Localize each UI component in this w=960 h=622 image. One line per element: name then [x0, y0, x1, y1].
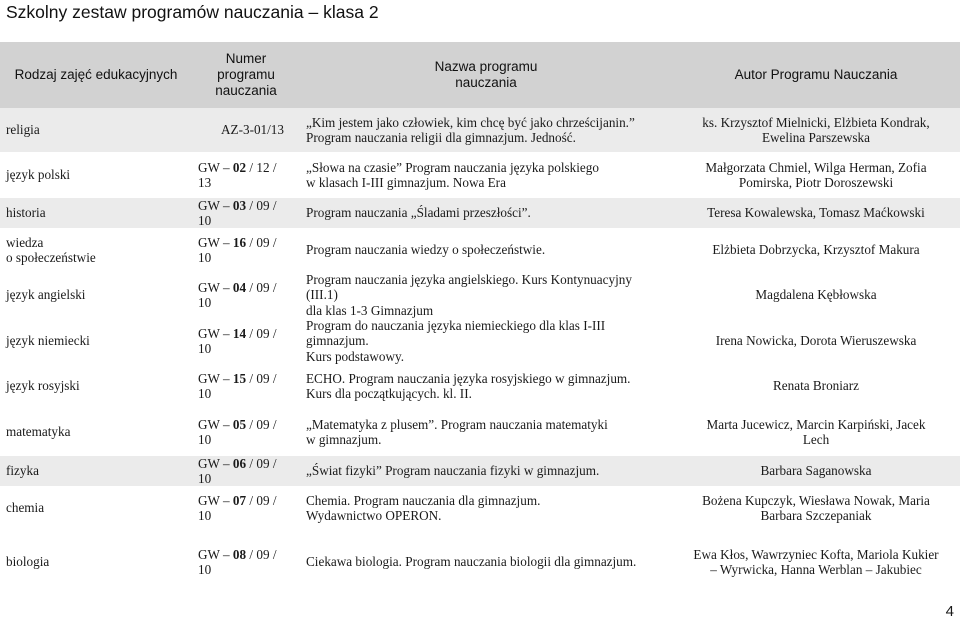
author-text: Renata Broniarz: [772, 378, 860, 394]
number-text: [198, 160, 292, 191]
header-program-name: [300, 42, 672, 108]
page-title: Szkolny zestaw programów nauczania – klasa 2: [6, 2, 379, 22]
header-subject-label: Rodzaj zajęć edukacyjnych: [14, 67, 178, 82]
author-cell: [672, 152, 960, 198]
author-text: [707, 417, 926, 448]
number-text: [198, 417, 292, 448]
number-code: 03: [232, 197, 247, 213]
number-code: 15: [232, 370, 247, 386]
number-prefix: GW –: [198, 455, 233, 471]
program-name-line1: „Kim jestem jako człowiek, kim chcę być jako chrześcijanin.”: [306, 114, 635, 130]
number-prefix: GW –: [198, 197, 233, 213]
number-suffix: / 09 / 10: [198, 197, 277, 228]
program-name-line1: ECHO. Program nauczania języka rosyjskiego w gimnazjum.: [306, 370, 631, 386]
page-number: 4: [945, 603, 954, 620]
number-cell: [192, 456, 300, 486]
author-cell: [672, 530, 960, 594]
program-name-line2: Wydawnictwo OPERON.: [306, 508, 442, 523]
subject-text: [6, 235, 96, 266]
author-line1: Bożena Kupczyk, Wiesława Nowak, Maria: [702, 492, 930, 508]
author-text: Magdalena Kębłowska: [755, 287, 877, 303]
subject-cell: [0, 408, 192, 456]
subject-text: religia: [6, 122, 40, 138]
author-cell: [672, 486, 960, 530]
subject-text: fizyka: [6, 463, 39, 479]
number-text: [198, 235, 292, 266]
author-cell: [672, 272, 960, 318]
header-program-name-line1: Nazwa programu: [434, 59, 538, 74]
header-number-label: [215, 51, 277, 99]
number-suffix: / 12 / 13: [198, 159, 277, 190]
subject-cell: [0, 228, 192, 272]
program-name-cell: [300, 456, 672, 486]
number-prefix: GW –: [198, 546, 233, 562]
author-text: [705, 160, 926, 191]
program-name-text: [306, 160, 599, 191]
number-prefix: GW –: [198, 492, 233, 508]
number-suffix: / 09 / 10: [198, 416, 277, 447]
number-suffix: / 09 / 10: [198, 325, 277, 356]
number-cell: [192, 318, 300, 364]
author-cell: [672, 108, 960, 152]
number-text: AZ-3-01/13: [221, 122, 284, 138]
number-text: [198, 280, 292, 311]
author-cell: [672, 318, 960, 364]
number-prefix: GW –: [198, 234, 233, 250]
author-line1: ks. Krzysztof Mielnicki, Elżbieta Kondrak,: [702, 114, 930, 130]
program-name-line2: Kurs podstawowy.: [306, 348, 405, 364]
number-text: [198, 198, 292, 229]
number-text: [198, 547, 292, 578]
header-number-line1: Numer: [225, 51, 267, 66]
subject-cell: [0, 198, 192, 228]
subject-text: biologia: [6, 554, 50, 570]
program-name-cell: [300, 272, 672, 318]
author-cell: [672, 228, 960, 272]
subject-cell: [0, 530, 192, 594]
program-name-line2: Program nauczania religii dla gimnazjum. Jedność.: [306, 130, 576, 145]
author-text: Irena Nowicka, Dorota Wieruszewska: [715, 333, 917, 349]
subject-cell: [0, 318, 192, 364]
program-name-cell: [300, 228, 672, 272]
author-text: Barbara Saganowska: [760, 463, 872, 479]
program-name-line1: „Słowa na czasie” Program nauczania języka polskiego: [306, 159, 599, 175]
program-name-cell: [300, 364, 672, 408]
program-name-cell: [300, 152, 672, 198]
author-line1: Marta Jucewicz, Marcin Karpiński, Jacek: [706, 416, 926, 432]
author-text: [693, 547, 938, 578]
program-name-cell: [300, 198, 672, 228]
program-name-line2: w klasach I-III gimnazjum. Nowa Era: [306, 175, 506, 190]
author-cell: [672, 198, 960, 228]
author-line2: – Wyrwicka, Hanna Werblan – Jakubiec: [710, 562, 922, 577]
author-line2: Lech: [802, 432, 830, 447]
program-name-line1: Program do nauczania języka niemieckiego dla klas I-III gimnazjum.: [306, 317, 606, 349]
number-cell: [192, 228, 300, 272]
subject-line2: o społeczeństwie: [6, 250, 96, 265]
number-code: 08: [232, 546, 247, 562]
number-suffix: / 09 / 10: [198, 279, 277, 310]
number-prefix: GW –: [198, 416, 233, 432]
author-text: Elżbieta Dobrzycka, Krzysztof Makura: [712, 242, 920, 258]
author-line2: Pomirska, Piotr Doroszewski: [738, 175, 894, 190]
number-suffix: / 09 / 10: [198, 234, 277, 265]
number-cell: [192, 530, 300, 594]
author-line2: Ewelina Parszewska: [761, 130, 870, 145]
subject-text: matematyka: [6, 424, 71, 440]
author-cell: [672, 456, 960, 486]
program-name-text: Program nauczania „Śladami przeszłości”.: [306, 205, 531, 221]
program-name-line1: Program nauczania języka angielskiego. Kurs Kontynuacyjny (III.1): [306, 271, 632, 303]
program-name-text: [306, 318, 666, 365]
program-name-text: [306, 417, 608, 448]
program-name-text: [306, 272, 666, 319]
number-code: 05: [232, 416, 247, 432]
number-cell: [192, 364, 300, 408]
number-code: 04: [232, 279, 247, 295]
subject-cell: [0, 272, 192, 318]
subject-text: chemia: [6, 500, 45, 516]
program-name-text: [306, 493, 540, 524]
author-cell: [672, 364, 960, 408]
subject-text: historia: [6, 205, 46, 221]
number-code: 14: [232, 325, 247, 341]
program-name-text: [306, 115, 635, 146]
program-name-line1: Chemia. Program nauczania dla gimnazjum.: [306, 492, 541, 508]
number-text: [198, 326, 292, 357]
number-code: 06: [232, 455, 247, 471]
program-name-text: „Świat fizyki” Program nauczania fizyki w gimnazjum.: [306, 463, 600, 479]
author-cell: [672, 408, 960, 456]
program-name-text: Ciekawa biologia. Program nauczania biologii dla gimnazjum.: [306, 554, 637, 570]
number-cell: [192, 152, 300, 198]
number-prefix: GW –: [198, 370, 233, 386]
number-cell: [192, 272, 300, 318]
subject-line1: wiedza: [6, 234, 44, 250]
author-line1: Małgorzata Chmiel, Wilga Herman, Zofia: [705, 159, 927, 175]
header-program-name-line2: nauczania: [455, 75, 517, 90]
program-name-cell: [300, 108, 672, 152]
number-text: [198, 456, 292, 487]
number-suffix: / 09 / 10: [198, 546, 277, 577]
number-code: 16: [232, 234, 247, 250]
subject-text: język niemiecki: [6, 333, 90, 349]
number-prefix: GW –: [198, 159, 233, 175]
header-number-line2: programu: [217, 67, 275, 82]
header-program-name-label: [435, 59, 538, 91]
number-text: [198, 371, 292, 402]
program-name-cell: [300, 408, 672, 456]
number-cell: [192, 486, 300, 530]
program-name-cell: [300, 318, 672, 364]
program-name-line2: w gimnazjum.: [306, 432, 382, 447]
program-name-line2: dla klas 1-3 Gimnazjum: [306, 302, 434, 318]
number-cell: [192, 108, 300, 152]
number-text: [198, 493, 292, 524]
program-name-cell: [300, 486, 672, 530]
program-name-line2: Kurs dla początkujących. kl. II.: [306, 386, 472, 401]
subject-cell: [0, 456, 192, 486]
program-name-text: [306, 371, 630, 402]
header-author-label: Autor Programu Nauczania: [734, 67, 898, 82]
number-suffix: / 09 / 10: [198, 455, 277, 486]
number-prefix: GW –: [198, 279, 233, 295]
number-cell: [192, 198, 300, 228]
author-line2: Barbara Szczepaniak: [760, 508, 872, 523]
header-number-line3: nauczania: [215, 83, 277, 98]
subject-text: język angielski: [6, 287, 86, 303]
number-suffix: / 09 / 10: [198, 370, 277, 401]
program-name-line1: „Matematyka z plusem”. Program nauczania matematyki: [306, 416, 608, 432]
author-line1: Ewa Kłos, Wawrzyniec Kofta, Mariola Kukier: [693, 546, 939, 562]
header-author: [672, 42, 960, 108]
number-code: 02: [232, 159, 247, 175]
header-subject: [0, 42, 192, 108]
subject-text: język rosyjski: [6, 378, 80, 394]
number-suffix: / 09 / 10: [198, 492, 277, 523]
number-prefix: GW –: [198, 325, 233, 341]
subject-text: język polski: [6, 167, 71, 183]
author-text: [702, 115, 929, 146]
subject-cell: [0, 486, 192, 530]
program-name-text: Program nauczania wiedzy o społeczeństwie.: [306, 242, 546, 258]
subject-cell: [0, 108, 192, 152]
author-text: Teresa Kowalewska, Tomasz Maćkowski: [707, 205, 925, 221]
header-number: [192, 42, 300, 108]
number-code: 07: [232, 492, 247, 508]
program-name-cell: [300, 530, 672, 594]
number-cell: [192, 408, 300, 456]
author-text: [702, 493, 930, 524]
subject-cell: [0, 152, 192, 198]
subject-cell: [0, 364, 192, 408]
